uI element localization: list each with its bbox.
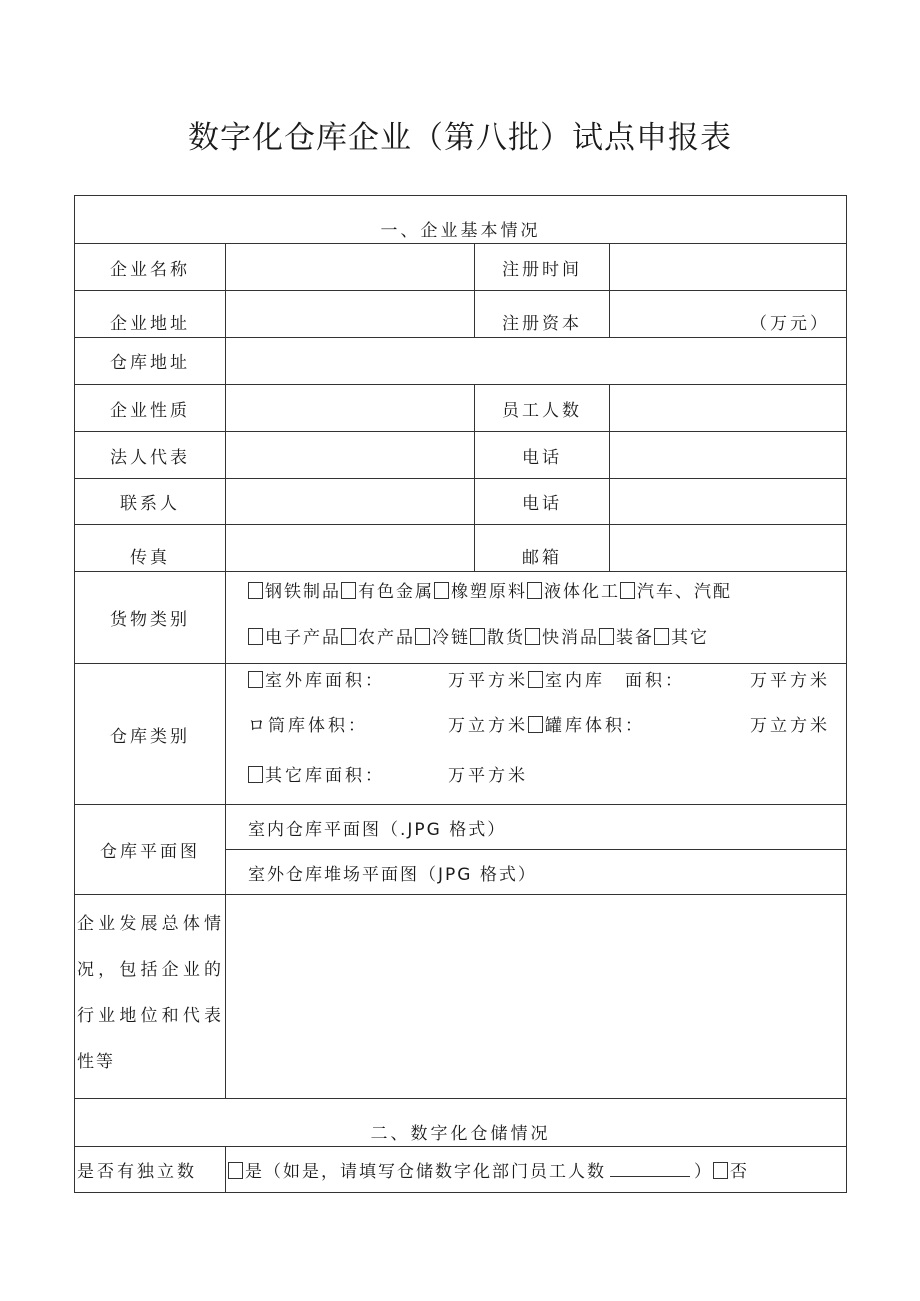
- section-basic-info-heading: 一、企业基本情况: [75, 196, 847, 244]
- contact-field[interactable]: [226, 479, 475, 525]
- independent-options: [226, 1147, 847, 1193]
- checkbox[interactable]: [470, 628, 485, 645]
- indoor-area-option[interactable]: 室内库 面积：: [528, 666, 685, 691]
- outdoor-floorplan-upload[interactable]: 室外仓库堆场平面图（JPG 格式）: [226, 850, 847, 895]
- checkbox[interactable]: [713, 1162, 728, 1179]
- checkbox[interactable]: [434, 582, 449, 599]
- goods-option[interactable]: 橡塑原料: [434, 572, 527, 615]
- section-digital-storage-heading: 二、数字化仓储情况: [75, 1099, 847, 1147]
- checkbox[interactable]: [528, 671, 543, 688]
- capital-unit: （万元）: [750, 314, 830, 334]
- checkbox[interactable]: [599, 628, 614, 645]
- checkbox[interactable]: [341, 582, 356, 599]
- register-time-field[interactable]: [610, 244, 847, 291]
- checkbox[interactable]: [654, 628, 669, 645]
- development-label: 企业发展总体情况，包括企业的行业地位和代表性等: [77, 914, 223, 1072]
- floorplan-label: 仓库平面图: [75, 805, 226, 895]
- application-form-table: [74, 195, 847, 1193]
- indoor-area-unit: 万平方米: [750, 671, 830, 691]
- silo-checkbox[interactable]: ロ: [248, 716, 268, 736]
- email-label: 邮箱: [475, 525, 610, 572]
- company-name-field[interactable]: [226, 244, 475, 291]
- goods-option[interactable]: 其它: [654, 615, 709, 661]
- phone-field-1[interactable]: [610, 432, 847, 479]
- goods-option[interactable]: 有色金属: [341, 572, 434, 615]
- no-option[interactable]: 否: [713, 1157, 749, 1182]
- other-area-option[interactable]: 其它库面积：: [248, 761, 385, 786]
- goods-category-options: [226, 572, 847, 664]
- warehouse-address-field[interactable]: [226, 338, 847, 385]
- goods-option[interactable]: 快消品: [525, 615, 599, 661]
- company-nature-label: 企业性质: [75, 385, 226, 432]
- goods-option[interactable]: 散货: [470, 615, 525, 661]
- company-nature-field[interactable]: [226, 385, 475, 432]
- goods-option[interactable]: 农产品: [341, 615, 415, 661]
- checkbox[interactable]: [341, 628, 356, 645]
- page-title: 数字化仓库企业（第八批）试点申报表: [188, 120, 732, 156]
- independent-label: 是否有独立数: [75, 1147, 226, 1193]
- indoor-floorplan-upload[interactable]: 室内仓库平面图（.JPG 格式）: [226, 805, 847, 850]
- close-paren: ）: [694, 1162, 713, 1182]
- legal-rep-label: 法人代表: [75, 432, 226, 479]
- contact-label: 联系人: [75, 479, 226, 525]
- phone-label-1: 电话: [475, 432, 610, 479]
- employee-count-blank[interactable]: [610, 1162, 690, 1177]
- yes-option[interactable]: 是（如是，请填写仓储数字化部门员工人数: [228, 1157, 606, 1182]
- goods-option[interactable]: 汽车、汽配: [620, 572, 732, 615]
- checkbox[interactable]: [248, 766, 263, 783]
- checkbox[interactable]: [620, 582, 635, 599]
- checkbox[interactable]: [415, 628, 430, 645]
- checkbox[interactable]: [248, 628, 263, 645]
- company-address-field[interactable]: [226, 291, 475, 338]
- phone-field-2[interactable]: [610, 479, 847, 525]
- development-label-cell: [75, 895, 226, 1099]
- silo-volume-unit: 万立方米: [448, 716, 528, 736]
- legal-rep-field[interactable]: [226, 432, 475, 479]
- outdoor-area-unit: 万平方米: [448, 671, 528, 691]
- development-field[interactable]: [226, 895, 847, 1099]
- other-area-unit: 万平方米: [448, 766, 528, 786]
- checkbox[interactable]: [248, 671, 263, 688]
- outdoor-area-option[interactable]: 室外库面积：: [248, 666, 385, 691]
- checkbox[interactable]: [528, 716, 543, 733]
- phone-label-2: 电话: [475, 479, 610, 525]
- company-name-label: 企业名称: [75, 244, 226, 291]
- employees-field[interactable]: [610, 385, 847, 432]
- register-capital-label: 注册资本: [475, 291, 610, 338]
- silo-volume-option[interactable]: ロ筒库体积：: [248, 716, 368, 736]
- register-capital-field[interactable]: [610, 291, 847, 338]
- register-time-label: 注册时间: [475, 244, 610, 291]
- checkbox[interactable]: [527, 582, 542, 599]
- checkbox[interactable]: [248, 582, 263, 599]
- goods-option[interactable]: 钢铁制品: [248, 572, 341, 615]
- goods-line-1: [248, 572, 846, 615]
- employees-label: 员工人数: [475, 385, 610, 432]
- goods-category-label: 货物类别: [75, 572, 226, 664]
- warehouse-address-label: 仓库地址: [75, 338, 226, 385]
- checkbox[interactable]: [228, 1162, 243, 1179]
- goods-option[interactable]: 装备: [599, 615, 654, 661]
- fax-label: 传真: [75, 525, 226, 572]
- warehouse-type-label: 仓库类别: [75, 664, 226, 805]
- company-address-label: 企业地址: [75, 291, 226, 338]
- goods-option[interactable]: 电子产品: [248, 615, 341, 661]
- goods-option[interactable]: 液体化工: [527, 572, 620, 615]
- tank-volume-option[interactable]: 罐库体积：: [528, 711, 645, 736]
- email-field[interactable]: [610, 525, 847, 572]
- tank-volume-unit: 万立方米: [750, 716, 830, 736]
- goods-option[interactable]: 冷链: [415, 615, 470, 661]
- warehouse-type-options: [226, 664, 847, 805]
- checkbox[interactable]: [525, 628, 540, 645]
- goods-line-2: [248, 615, 846, 661]
- fax-field[interactable]: [226, 525, 475, 572]
